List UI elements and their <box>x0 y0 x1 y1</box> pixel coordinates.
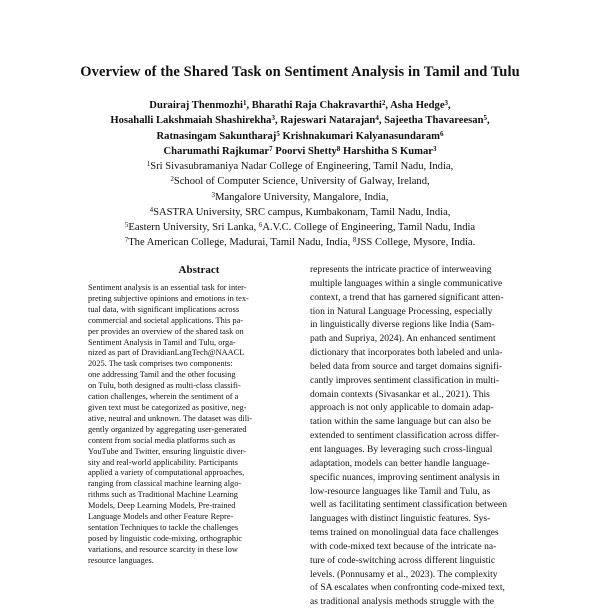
affiliation-text: A.V.C. College of Engineering, Tamil Nadu, India <box>262 222 476 234</box>
affiliation-mark: 2 <box>170 175 174 184</box>
affiliation-mark: 8 <box>352 236 357 245</box>
affiliation-line <box>0 190 600 205</box>
abstract-line: posed by linguistic code-mixing, orthographic <box>88 533 243 543</box>
affiliation-list <box>0 159 600 251</box>
body-line: well as facilitating sentiment classification between <box>310 499 507 511</box>
abstract-line: preting subjective opinions and emotions in tex- <box>88 293 249 303</box>
paper-title: Overview of the Shared Task on Sentiment Analysis in Tamil and Tulu <box>80 64 520 80</box>
body-line: with code-mixed text because of the intricate na- <box>310 540 497 552</box>
abstract-line: commercial and societal applications. This pa- <box>88 315 244 325</box>
author-affiliation-mark: 6 <box>439 129 444 138</box>
body-line: adaptation, models can better handle language- <box>310 457 490 469</box>
abstract-line: given text must be categorized as positive, neg- <box>88 402 247 412</box>
affiliation-text: Eastern University, Sri Lanka, <box>128 222 259 234</box>
abstract-line: applied a variety of computational approaches, <box>88 468 245 478</box>
abstract-line: Models, Deep Learning Models, Pre-trained <box>88 501 236 511</box>
author-line <box>0 113 600 128</box>
abstract-line: per provides an overview of the shared task on <box>88 326 244 336</box>
author-line <box>0 98 600 113</box>
abstract-line: content from social media platforms such as <box>88 435 236 445</box>
abstract-text <box>88 283 310 567</box>
body-line: beled data from source and target domains signifi- <box>310 360 503 372</box>
author-separator: , <box>448 100 451 111</box>
abstract-line: variations, and resource scarcity in these low <box>88 544 238 554</box>
author-name: Hosahalli Lakshmaiah Shashirekha <box>110 115 272 127</box>
abstract-line: sentation Techniques to tackle the challenges <box>88 522 239 532</box>
affiliation-line <box>0 174 600 189</box>
affiliation-line <box>0 220 600 235</box>
author-name: Durairaj Thenmozhi <box>149 100 243 111</box>
author-affiliation-mark: 3 <box>433 144 437 153</box>
author-name: Bharathi Raja Chakravarthi <box>251 100 382 111</box>
body-line: ent languages. By leveraging such cross-lingual <box>310 443 493 455</box>
affiliation-text: School of Computer Science, University of Galway, Ireland, <box>173 176 430 188</box>
author-affiliation-mark: 3 <box>444 99 449 107</box>
author-name: Poorvi Shetty <box>275 145 337 157</box>
author-line <box>0 129 600 144</box>
affiliation-line <box>0 205 600 220</box>
author-affiliation-mark: 1 <box>242 99 247 107</box>
affiliation-mark: 6 <box>258 221 263 230</box>
abstract-line: ative, neutral and unknown. The dataset was dili- <box>88 413 253 423</box>
author-affiliation-mark: 2 <box>381 99 386 107</box>
author-name: Harshitha S Kumar <box>342 145 434 157</box>
author-name: Rajeswari Natarajan <box>280 115 376 127</box>
affiliation-text: SASTRA University, SRC campus, Kumbakonam, Tamil Nadu, India, <box>153 206 451 218</box>
author-affiliation-mark: 5 <box>276 129 280 138</box>
author-separator: , <box>486 115 490 127</box>
affiliation-line <box>0 235 600 250</box>
abstract-heading: Abstract <box>178 264 220 276</box>
author-name: Charumathi Rajkumar <box>163 145 270 157</box>
body-line: languages with distinct linguistic features. Sys- <box>310 513 491 525</box>
body-line: cantly improves sentiment classification in multi- <box>310 374 500 386</box>
affiliation-mark: 7 <box>124 236 129 245</box>
abstract-line: Sentiment analysis is an essential task for inter- <box>88 283 247 292</box>
body-line: path and Supriya, 2024). An enhanced sentiment <box>310 333 496 345</box>
affiliation-text: JSS College, Mysore, India. <box>356 237 476 249</box>
body-text-column <box>310 263 536 609</box>
abstract-line: one addressing Tamil and the other focusing <box>88 370 236 380</box>
author-name: Ratnasingam Sakuntharaj <box>156 130 277 142</box>
affiliation-mark: 5 <box>124 221 129 230</box>
body-line: approach is not only applicable to domain adap- <box>310 402 494 414</box>
body-line: ture of code-switching across different linguistic <box>310 554 496 566</box>
affiliation-text: The American College, Madurai, Tamil Nadu, India, <box>128 237 353 249</box>
abstract-line: gently organized by aggregating user-generated <box>88 424 247 434</box>
author-name: Sajeetha Thavareesan <box>384 115 484 127</box>
abstract-line: cation challenges, wherein the sentiment of a <box>88 392 239 402</box>
author-affiliation-mark: 5 <box>483 114 487 123</box>
author-line <box>0 144 600 159</box>
body-line: extended to sentiment classification across differ- <box>310 430 500 442</box>
affiliation-mark: 1 <box>146 160 151 168</box>
author-separator: , <box>378 115 385 127</box>
body-line: domain contexts (Sivasankar et al., 2021). This <box>310 388 490 400</box>
body-line: represents the intricate practice of interweaving <box>310 264 492 275</box>
author-separator: , <box>274 115 281 127</box>
affiliation-text: Sri Sivasubramaniya Nadar College of Engineering, Tamil Nadu, India, <box>150 161 454 172</box>
body-line: multiple languages within a single communicative <box>310 277 503 289</box>
author-list <box>0 98 600 159</box>
body-line: context, a trend that has garnered significant atten- <box>310 291 504 303</box>
author-name: Krishnakumari Kalyanasundaram <box>282 130 440 142</box>
affiliation-text: Mangalore University, Mangalore, India, <box>215 191 389 203</box>
abstract-line: resource languages. <box>88 555 154 565</box>
author-separator: , <box>246 100 252 111</box>
abstract-line: 2025. The task comprises two components: <box>88 359 233 369</box>
abstract-line: rithms such as Traditional Machine Learning <box>88 490 238 500</box>
abstract-line: ranging from classical machine learning algo- <box>88 479 242 489</box>
body-line: as traditional analysis methods struggle with the <box>310 596 495 608</box>
abstract-line: tual data, with significant implications across <box>88 304 240 314</box>
author-affiliation-mark: 3 <box>271 114 275 123</box>
author-separator: , <box>385 100 391 111</box>
body-line: of SA escalates when confronting code-mixed text, <box>310 582 505 594</box>
author-affiliation-mark: 8 <box>336 144 341 153</box>
abstract-line: nized as part of DravidianLangTech@NAACL <box>88 348 245 358</box>
body-line: dictionary that incorporates both labeled and unla- <box>310 347 503 359</box>
abstract-line: on Tulu, both designed as multi-class classifi- <box>88 381 241 391</box>
body-line: specific nuances, improving sentiment analysis in <box>310 471 500 483</box>
abstract-line: Sentiment Analysis in Tamil and Tulu, orga- <box>88 337 236 347</box>
affiliation-mark: 3 <box>211 190 216 199</box>
affiliation-mark: 4 <box>149 205 154 214</box>
author-affiliation-mark: 4 <box>375 114 379 123</box>
abstract-line: YouTube and Twitter, ensuring linguistic diver- <box>88 446 246 456</box>
body-line: tion in Natural Language Processing, especially <box>310 305 493 317</box>
abstract-line: Language Models and other Feature Repre- <box>88 512 234 522</box>
abstract-line: sity and real-world applicability. Participants <box>88 457 238 467</box>
author-name: Asha Hedge <box>390 100 445 111</box>
body-line: tation within the same language but can also be <box>310 416 491 428</box>
author-affiliation-mark: 7 <box>269 144 273 153</box>
body-line: levels. (Ponnusamy et al., 2023). The complexity <box>310 568 498 580</box>
body-line: in linguistically diverse regions like India (Sam- <box>310 319 495 331</box>
body-line: low-resource languages like Tamil and Tulu, as <box>310 485 491 497</box>
affiliation-line <box>0 159 600 174</box>
body-line: tems trained on monolingual data face challenges <box>310 527 499 539</box>
